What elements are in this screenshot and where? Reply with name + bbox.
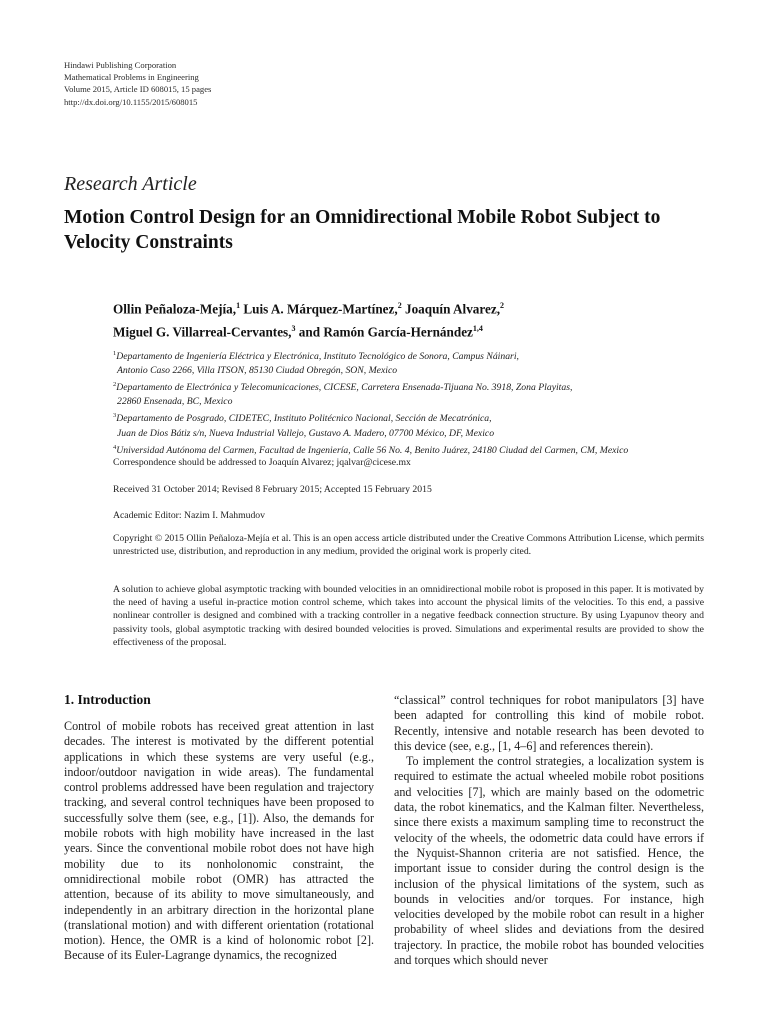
affil-mark: 2	[113, 381, 117, 389]
section-heading: 1. Introduction	[64, 692, 151, 707]
author-affil-mark: 2	[500, 301, 504, 310]
affiliation-3-cont: Juan de Dios Bátiz s/n, Nueva Industrial Vallejo, Gustavo A. Madero, 07700 México, DF, Mexico	[117, 427, 495, 439]
affiliation-2	[113, 378, 713, 395]
doi-link[interactable]: http://dx.doi.org/10.1155/2015/608015	[64, 96, 198, 107]
body-paragraph: Control of mobile robots has received great attention in last decades. The interest is motivated by the different potential applications in which these systems are very useful (e.g., indoor/outdoor navigation in wide areas). The fundamental control problems addressed have been regulation and trajectory tracking, and several control techniques have been proposed to successfully solve them (see, e.g., [1]). Also, the demands for mobile robots with high mobility have increased in the last years. Since the conventional mobile robot does not have high mobility due to its nonholonomic constraint, the omnidirectional mobile robot (OMR) has attracted the attention, because of its ability to move simultaneously, and independently in an arbitrary direction in the horizontal plane (translational motion) and with different orientation (rotational motion). Hence, the OMR is a kind of holonomic robot [2]. Because of its Euler-Lagrange dynamics, the recognized	[64, 719, 374, 963]
affiliation-3	[113, 409, 713, 426]
affiliation-2-cont: 22860 Ensenada, BC, Mexico	[117, 396, 233, 408]
author-name: Luis A. Márquez-Martínez,	[240, 301, 398, 317]
author-affil-mark: 2	[397, 301, 402, 310]
affil-text: Departamento de Ingeniería Eléctrica y Electrónica, Instituto Tecnológico de Sonora, Campus Náinari,	[116, 351, 519, 363]
affil-text: Universidad Autónoma del Carmen, Facultad de Ingeniería, Calle 56 No. 4, Benito Juárez, 24180 Ciudad del Carmen, CM, Mexico	[116, 444, 629, 456]
abstract: A solution to achieve global asymptotic tracking with bounded velocities in an omnidirectional mobile robot is proposed in this paper. It is motivated by the need of having a useful in-practice motion control scheme, which takes into account the physical limits of the velocities. To this end, a passive nonlinear controller is designed and combined with a tracking controller in a negative feedback connection structure. By using Lyapunov theory and passivity tools, global asymptotic tracking with desired bounded velocities is proved. Simulations and experimental results are provided to show the effectiveness of the proposal.	[113, 584, 704, 648]
body-paragraph: To implement the control strategies, a localization system is required to estimate the actual wheeled mobile robot positions and velocities [7], which are mainly based on the odometric data, the robot kinematics, and the Kalman filter. Nevertheless, since there exists a maximum sampling time to reconstruct the velocity of the wheels, the odometric data could have errors if the Nyquist-Shannon criteria are not satisfied. Hence, the important issue to consider during the control design is the inclusion of the physical limitations of the system, such as bounds in velocities and/or torques. For instance, high velocities developed by the mobile robot can result in a higher probability of wheel slides and deviations from the desired trajectory. In practice, the mobile robot has bounded velocities and torques which should never	[394, 754, 704, 968]
affil-mark: 3	[113, 412, 117, 420]
publisher-name: Hindawi Publishing Corporation	[64, 60, 177, 70]
affiliation-4	[113, 441, 713, 458]
affil-text: Departamento de Posgrado, CIDETEC, Instituto Politécnico Nacional, Sección de Mecatrónica,	[116, 413, 492, 425]
copyright-notice: Copyright © 2015 Ollin Peñaloza-Mejía et al. This is an open access article distributed under the Creative Commons Attribution License, which permits unrestricted use, distribution, and reproduction in any medium, provided the original work is properly cited.	[113, 533, 704, 558]
author-affil-mark: 1	[236, 301, 241, 310]
academic-editor: Academic Editor: Nazim I. Mahmudov	[113, 510, 265, 521]
journal-header	[64, 59, 211, 108]
volume-info: Volume 2015, Article ID 608015, 15 pages	[64, 84, 212, 95]
received-dates: Received 31 October 2014; Revised 8 February 2015; Accepted 15 February 2015	[113, 484, 432, 495]
affiliation-1	[113, 347, 713, 364]
author-name: Ollin Peñaloza-Mejía,	[113, 301, 237, 317]
affil-text: Departamento de Electrónica y Telecomunicaciones, CICESE, Carretera Ensenada-Tijuana No. 3918, Zona Playitas,	[116, 382, 573, 394]
author-name: Miguel G. Villarreal-Cervantes,	[113, 324, 292, 340]
author-name: Joaquín Alvarez,	[401, 301, 500, 317]
affiliation-1-cont: Antonio Caso 2266, Villa ITSON, 85130 Ciudad Obregón, SON, Mexico	[117, 365, 398, 377]
author-list	[113, 296, 713, 343]
affil-mark: 4	[113, 443, 117, 451]
author-line-1	[113, 296, 713, 319]
body-left-column	[64, 719, 374, 964]
body-right-column	[394, 693, 704, 968]
affil-mark: 1	[113, 350, 117, 357]
author-line-2	[113, 319, 713, 342]
paper-title: Motion Control Design for an Omnidirectional Mobile Robot Subject to Velocity Constraints	[64, 207, 661, 253]
author-affil-mark: 3	[291, 324, 296, 334]
author-affil-mark: 1,4	[472, 324, 483, 334]
correspondence: Correspondence should be addressed to Joaquín Alvarez; jqalvar@cicese.mx	[113, 457, 411, 468]
affiliations	[113, 347, 713, 458]
author-name: and Ramón García-Hernández	[295, 324, 473, 340]
body-paragraph: “classical” control techniques for robot manipulators [3] have been adapted for controlling this kind of mobile robot. Recently, intensive and notable research has been devoted to this device (see, e.g., [1, 4–6] and references therein).	[394, 693, 704, 753]
article-type: Research Article	[64, 173, 197, 195]
journal-name: Mathematical Problems in Engineering	[64, 72, 199, 83]
